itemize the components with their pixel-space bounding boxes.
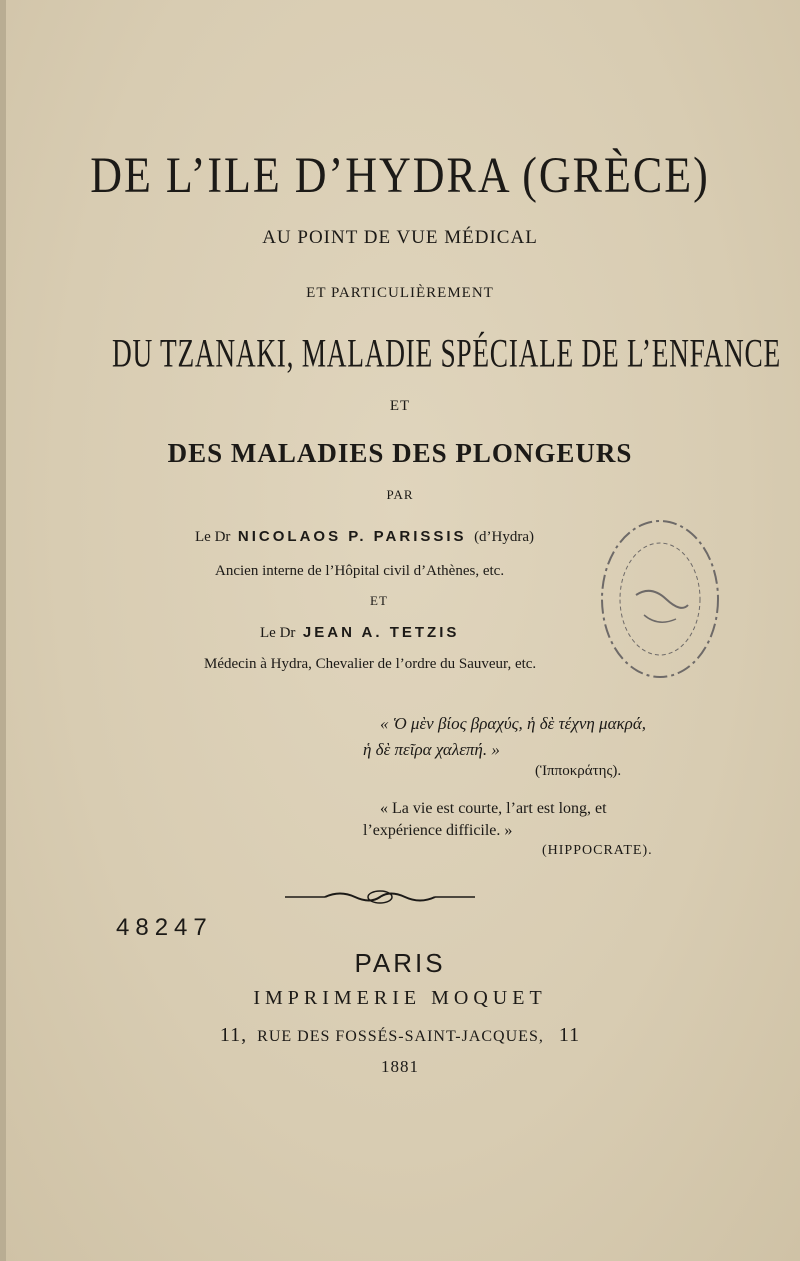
author-2-name: JEAN A. TETZIS <box>302 624 460 641</box>
epigraph-greek-line-2: ἡ δὲ πεῖρα χαλεπή. » <box>363 740 500 759</box>
epigraph-french-attribution: (HIPPOCRATE). <box>542 843 653 858</box>
author-1-description: Ancien interne de l’Hôpital civil d’Athènes, etc. <box>215 563 505 579</box>
publication-year: 1881 <box>381 1057 419 1076</box>
conjunction-et: ET <box>389 398 411 414</box>
book-title: DE L’ILE D’HYDRA (GRÈCE) <box>90 147 710 204</box>
subtitle-divers: DES MALADIES DES PLONGEURS <box>167 438 633 468</box>
printer-name: IMPRIMERIE MOQUET <box>253 987 547 1009</box>
address-number-left: 11, <box>219 1024 248 1046</box>
address-street: RUE DES FOSSÉS-SAINT-JACQUES, <box>257 1028 544 1045</box>
author-1 <box>195 528 534 546</box>
author-2-prefix: Le Dr <box>260 625 296 641</box>
address-number-right: 11 <box>558 1024 581 1046</box>
author-2-description: Médecin à Hydra, Chevalier de l’ordre du Sauveur, etc. <box>204 656 537 672</box>
publication-city: PARIS <box>354 948 446 978</box>
catalog-number: 48247 <box>116 914 213 941</box>
epigraph-greek-attribution: (Ἱπποκράτης). <box>535 763 622 779</box>
subtitle-medical: AU POINT DE VUE MÉDICAL <box>262 227 538 248</box>
conjunction-et-authors: ET <box>370 593 388 608</box>
epigraph-french-line-1: « La vie est courte, l’art est long, et <box>380 800 607 817</box>
author-2 <box>260 624 459 642</box>
by-label: PAR <box>386 487 414 502</box>
library-stamp <box>596 515 724 683</box>
subtitle-tzanaki: DU TZANAKI, MALADIE SPÉCIALE DE L’ENFANCE <box>112 331 781 377</box>
epigraph-greek-line-1: « Ὁ μὲν βίος βραχύς, ἡ δὲ τέχνη μακρά, <box>380 714 647 733</box>
ornament-divider <box>285 886 475 908</box>
author-1-name: NICOLAOS P. PARISSIS <box>237 528 467 545</box>
subtitle-particularly: ET PARTICULIÈREMENT <box>306 285 494 301</box>
printer-address <box>0 1024 800 1047</box>
epigraph-french-line-2: l’expérience difficile. » <box>363 822 513 839</box>
author-1-suffix: (d’Hydra) <box>474 529 535 545</box>
author-1-prefix: Le Dr <box>195 529 231 545</box>
